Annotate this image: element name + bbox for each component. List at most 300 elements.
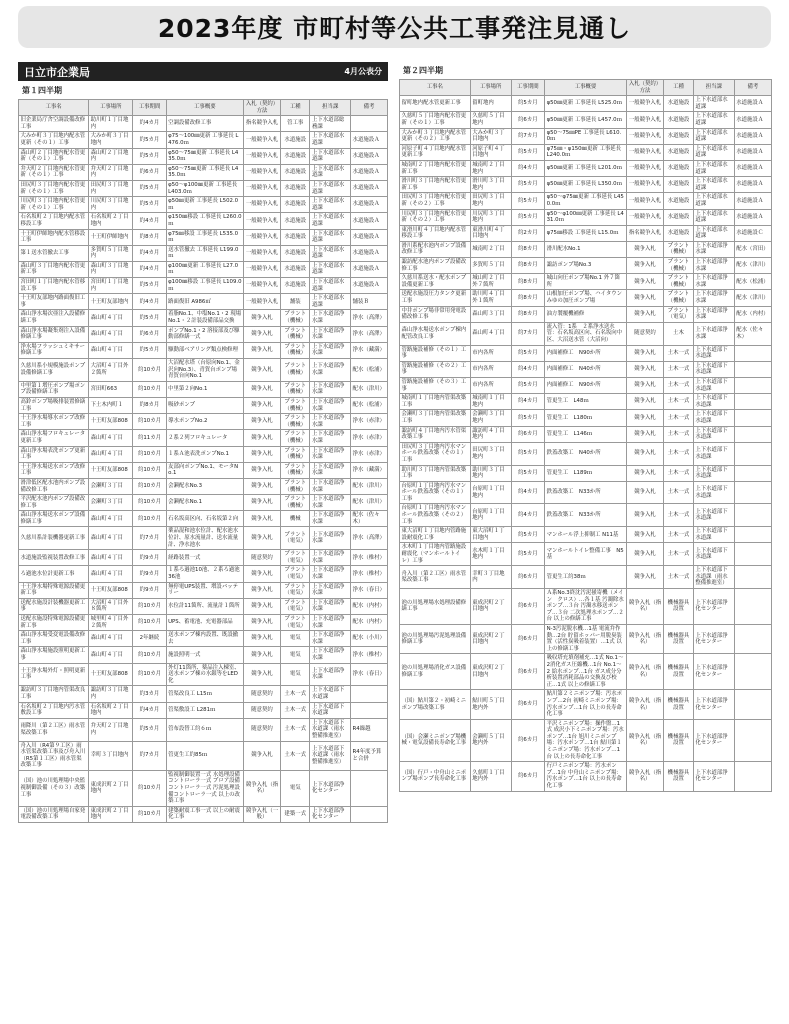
table-cell: プラント（電気） bbox=[664, 306, 694, 322]
table-cell: 約5カ月 bbox=[511, 345, 544, 361]
table-cell: 競争入札 bbox=[626, 274, 663, 290]
table-row bbox=[400, 241, 772, 257]
table-cell: 浄水（赤津） bbox=[351, 446, 388, 462]
table-cell bbox=[734, 504, 771, 527]
table-cell: 競争入札 bbox=[244, 414, 281, 430]
table-cell: 上下水道部下水道課 bbox=[693, 345, 734, 361]
table-row bbox=[400, 225, 772, 241]
table-cell: 配水（松浦） bbox=[351, 359, 388, 382]
table-cell: 約5カ月 bbox=[133, 148, 166, 164]
table-cell: 約4カ月 bbox=[133, 116, 166, 132]
table-cell: 上下水道部浄水課 bbox=[310, 478, 351, 494]
table-row bbox=[400, 258, 772, 274]
table-cell: 約5カ月 bbox=[511, 465, 544, 481]
table-cell: 中里第１増圧ポンプ場ポンプ設備修繕工事 bbox=[19, 381, 89, 397]
table-cell: 着脂No.1、中塩No.1・2 現場No.1・２計装設備部品交換 bbox=[166, 310, 243, 326]
table-cell: 台原町１丁目地内汚水マンホール鉄蓋改築（その２）工事 bbox=[400, 504, 471, 527]
table-cell: 約8カ月 bbox=[511, 290, 544, 306]
table-cell: 管更生工約85ｍ bbox=[166, 741, 243, 770]
table-cell: 競争入札 bbox=[244, 478, 281, 494]
table-row bbox=[19, 261, 388, 277]
table-cell: 約10カ月 bbox=[133, 647, 166, 663]
table-row bbox=[19, 663, 388, 686]
table-row bbox=[19, 213, 388, 229]
table-cell bbox=[734, 654, 771, 690]
page-title: 2023年度 市町村等公共工事発注見通し bbox=[157, 14, 632, 43]
table-cell bbox=[351, 116, 388, 132]
table-cell: 水道施設 bbox=[280, 132, 310, 148]
table-row bbox=[19, 702, 388, 718]
table-cell: 約10カ月 bbox=[133, 414, 166, 430]
table-cell: 水道施設 bbox=[280, 213, 310, 229]
table-cell: プラント（機械） bbox=[280, 430, 310, 446]
table-cell: 約4カ月 bbox=[511, 160, 544, 176]
table-cell: 水道施設Ａ bbox=[351, 180, 388, 196]
table-row bbox=[19, 430, 388, 446]
table-row bbox=[19, 229, 388, 245]
table-row bbox=[19, 446, 388, 462]
table-cell: 内面補修工 N90か所 bbox=[545, 345, 627, 361]
table-cell: 土木一式 bbox=[664, 566, 694, 589]
table-cell: 油方製覆機補修 bbox=[545, 306, 627, 322]
table-cell: 約6カ月 bbox=[511, 654, 544, 690]
table-cell: 中里第２向No.1 bbox=[166, 381, 243, 397]
table-row bbox=[19, 582, 388, 598]
q1-table bbox=[18, 99, 388, 823]
table-row bbox=[400, 193, 772, 209]
table-cell: 友部向ポンプNo.1、モータNo.1 bbox=[166, 462, 243, 478]
table-cell: 森山町２丁目地内配水管更新（その１）工事 bbox=[19, 148, 89, 164]
table-cell: 森山町４丁目 bbox=[89, 647, 133, 663]
table-cell: 東成沢町２丁目地内 bbox=[89, 806, 133, 822]
table-row bbox=[19, 397, 388, 413]
table-cell: 上下水道部浄水課 bbox=[310, 615, 351, 631]
table-row bbox=[19, 566, 388, 582]
table-cell: 十王町伊師地内配水管移設工事 bbox=[19, 229, 89, 245]
table-cell: 十王町友部808 bbox=[89, 462, 133, 478]
table-cell: 久慈町１丁目地内外 bbox=[470, 762, 511, 791]
table-header bbox=[400, 80, 772, 96]
column-header: 工種 bbox=[280, 100, 310, 116]
table-cell: 競争入札 bbox=[626, 394, 663, 410]
table-cell: 競争入札 bbox=[244, 615, 281, 631]
table-cell: 舟入川（R4第９工区）雨水管渠改築工事及び舟入川（R5第１工区）雨水管渠改築工事 bbox=[19, 741, 89, 770]
table-cell: 上下水道部下水道課 bbox=[693, 543, 734, 566]
table-row bbox=[400, 306, 772, 322]
table-cell: 上下水道部下水道課 bbox=[310, 686, 351, 702]
table-cell: 市内各所 bbox=[470, 377, 511, 393]
table-cell: 滑川町３丁目地内 bbox=[470, 177, 511, 193]
table-cell: 水道施設 bbox=[664, 209, 694, 225]
table-cell: φ50～75㎜更新 工事延長 L435.0ｍ bbox=[166, 164, 243, 180]
table-row bbox=[19, 180, 388, 196]
table-cell: 森山町３丁目 bbox=[470, 306, 511, 322]
table-cell: 川尻町３丁目地内 bbox=[470, 209, 511, 225]
table-cell: 十王浄水場送水ポンプ改修工事 bbox=[19, 462, 89, 478]
table-cell: 約5カ月 bbox=[133, 278, 166, 294]
table-cell: 約3カ月 bbox=[133, 686, 166, 702]
table-cell: 上下水道部浄水課 bbox=[310, 462, 351, 478]
table-cell: 一般競争入札 bbox=[244, 261, 281, 277]
column-header: 工事場所 bbox=[89, 100, 133, 116]
table-cell: 競争入札 bbox=[626, 258, 663, 274]
table-cell: 城南町１丁目地内 bbox=[470, 394, 511, 410]
table-cell: 約5カ月 bbox=[133, 310, 166, 326]
table-cell: φ50㎜更新 工事延長 L457.0ｍ bbox=[545, 112, 627, 128]
table-cell: 上下水道部水道課 bbox=[693, 177, 734, 193]
table-cell: 十王浄水場特殊電源設備更新工事 bbox=[19, 582, 89, 598]
table-cell bbox=[734, 345, 771, 361]
table-cell: 競争入札 bbox=[626, 504, 663, 527]
table-cell: R4年度予算と合併 bbox=[351, 741, 388, 770]
table-cell: 競争入札 bbox=[244, 342, 281, 358]
table-cell: 土木一式 bbox=[664, 504, 694, 527]
table-cell: 浄水（高澤） bbox=[351, 310, 388, 326]
table-cell bbox=[734, 762, 771, 791]
table-cell: 2年継続 bbox=[133, 631, 166, 647]
table-cell: 会瀬配水No.1 bbox=[166, 495, 243, 511]
table-cell: 一般競争入札 bbox=[244, 229, 281, 245]
table-cell: 上下水道部水道課 bbox=[310, 132, 351, 148]
table-cell: 配水（松浦） bbox=[351, 397, 388, 413]
table-cell: φ50㎜更新 工事延長 L350.0ｍ bbox=[545, 177, 627, 193]
table-cell: 会瀬町３丁目地内 bbox=[470, 410, 511, 426]
table-cell: 東成沢町２丁目地内 bbox=[470, 589, 511, 625]
table-cell: 森山町４丁目 bbox=[89, 310, 133, 326]
table-cell: 一般競争入札 bbox=[244, 245, 281, 261]
table-cell: 田尻町３丁目地内 bbox=[470, 193, 511, 209]
table-cell: 競争入札 bbox=[244, 566, 281, 582]
table-cell: 上下水道部浄水課 bbox=[693, 258, 734, 274]
table-cell: 電気 bbox=[280, 770, 310, 806]
table-cell: 山根加圧ポンプ場、ハイタウンみゆの加圧ポンプ場 bbox=[545, 290, 627, 306]
table-cell bbox=[734, 465, 771, 481]
table-cell: 十王浄水場外灯・照明更新工事 bbox=[19, 663, 89, 686]
table-cell: プラント（機械） bbox=[664, 290, 694, 306]
table-cell: 台原町１丁目地内 bbox=[470, 504, 511, 527]
table-cell: 諏訪配水池内ポンプ設備改修工事 bbox=[400, 258, 471, 274]
table-cell: 東成沢町２丁目地内 bbox=[89, 770, 133, 806]
table-cell: 電気 bbox=[280, 631, 310, 647]
table-cell: 十王町友部地内 bbox=[89, 294, 133, 310]
table-cell: 管路施設補修（その１）工事 bbox=[400, 345, 471, 361]
table-cell: 一般競争入札 bbox=[244, 213, 281, 229]
table-cell: 約9カ月 bbox=[133, 582, 166, 598]
table-row bbox=[19, 342, 388, 358]
table-cell: 上下水道部浄化センター bbox=[693, 589, 734, 625]
table-cell: 競争入札 bbox=[626, 290, 663, 306]
table-cell: 配水（内村） bbox=[351, 615, 388, 631]
table-cell: 森山町４丁目 bbox=[89, 631, 133, 647]
table-cell: 中井ポンプ場非常用発電設備改修工事 bbox=[400, 306, 471, 322]
table-row bbox=[19, 164, 388, 180]
table-cell: 田尻町３丁目地内配水管更新（その２）工事 bbox=[400, 193, 471, 209]
table-cell: 大みか町３丁目地内配水管更新（その１）工事 bbox=[19, 132, 89, 148]
table-cell: 森山浄水場送水ポンプ設備修繕工事 bbox=[19, 511, 89, 527]
table-cell: 水道施設 bbox=[280, 278, 310, 294]
table-cell: 約5カ月 bbox=[511, 377, 544, 393]
table-cell: 約4カ月 bbox=[133, 245, 166, 261]
table-row bbox=[19, 359, 388, 382]
q2-table bbox=[399, 79, 772, 792]
table-cell: φ50～φ100㎜更新 工事延長 L403.0ｍ bbox=[166, 180, 243, 196]
table-cell: 約10カ月 bbox=[133, 615, 166, 631]
table-cell: 土木一式 bbox=[664, 442, 694, 465]
table-cell: 諏訪町４丁目地内 bbox=[470, 426, 511, 442]
table-cell: 上下水道部水道課 bbox=[693, 144, 734, 160]
table-cell: 上下水道部浄水課 bbox=[310, 397, 351, 413]
table-row bbox=[400, 762, 772, 791]
table-cell: 第１送水管撤去工事 bbox=[19, 245, 89, 261]
table-cell: 上下水道部水道課 bbox=[310, 229, 351, 245]
table-cell: 薬品混和池水位計、配水池水位計、原水流量計、送水流量計、浄水池水 bbox=[166, 527, 243, 550]
table-cell: 配水（松浦） bbox=[734, 274, 771, 290]
table-cell: 上下水道部水道課 bbox=[693, 193, 734, 209]
table-cell: 競争入札 bbox=[244, 631, 281, 647]
table-cell: 会瀬町３丁目地内管渠改築工事 bbox=[400, 410, 471, 426]
column-header: 入札（契約）方法 bbox=[244, 100, 281, 116]
table-cell: 水道施設 bbox=[280, 197, 310, 213]
table-cell: 上下水道部浄水課 bbox=[693, 290, 734, 306]
table-cell: 助川町３丁目地内管渠改築工事 bbox=[400, 465, 471, 481]
table-cell: 水道施設Ａ bbox=[734, 128, 771, 144]
table-header bbox=[19, 100, 388, 116]
column-header: 備考 bbox=[734, 80, 771, 96]
table-cell bbox=[734, 566, 771, 589]
table-cell: 土木一式 bbox=[664, 465, 694, 481]
table-cell: 上下水道部浄水課 bbox=[693, 306, 734, 322]
column-header: 備考 bbox=[351, 100, 388, 116]
table-cell: 十王町友部808 bbox=[89, 582, 133, 598]
table-row bbox=[400, 566, 772, 589]
table-cell: 土木一式 bbox=[280, 702, 310, 718]
table-cell: 水木町１丁目地内管路施設耐震化（マンホールトイレ）工事 bbox=[400, 543, 471, 566]
table-cell: 内面補修工 N90か所 bbox=[545, 377, 627, 393]
table-row bbox=[400, 377, 772, 393]
table-cell: 多賀町５丁目地内 bbox=[89, 245, 133, 261]
table-cell: 競争入札 bbox=[626, 426, 663, 442]
table-cell: 水位計11箇所、流量計１箇所 bbox=[166, 598, 243, 614]
table-cell: 競争入札 bbox=[244, 741, 281, 770]
table-cell: 森山町４丁目 bbox=[89, 511, 133, 527]
table-cell: 上下水道部浄水課 bbox=[310, 359, 351, 382]
table-cell: 約6カ月 bbox=[511, 566, 544, 589]
table-cell: 約10カ月 bbox=[133, 663, 166, 686]
table-cell: 水道施設 bbox=[280, 245, 310, 261]
table-cell: 水道施設 bbox=[664, 96, 694, 112]
table-cell bbox=[734, 426, 771, 442]
table-cell: プラント（機械） bbox=[280, 397, 310, 413]
table-cell: 競争入札 bbox=[626, 566, 663, 589]
table-cell: 川尻町３丁目地内配水管更新（その１）工事 bbox=[19, 197, 89, 213]
table-cell: 配水（宮田） bbox=[734, 241, 771, 257]
table-cell: 上下水道部浄水課 bbox=[310, 527, 351, 550]
table-row bbox=[400, 426, 772, 442]
table-cell: 水道施設 bbox=[664, 160, 694, 176]
table-cell: 約10カ月 bbox=[133, 446, 166, 462]
table-row bbox=[400, 345, 772, 361]
table-cell: 石名坂町２丁目地内配水管移設工事 bbox=[19, 213, 89, 229]
table-cell: ２系２列フロキュレータ bbox=[166, 430, 243, 446]
table-cell: UPS、蓄電池、充電器部品 bbox=[166, 615, 243, 631]
table-cell: 上下水道部下水道課 bbox=[310, 702, 351, 718]
table-cell: 久慈川系送水・配水ポンプ設備更新工事 bbox=[400, 274, 471, 290]
table-cell: 鮎川町５丁目地内外 bbox=[470, 690, 511, 719]
table-cell: φ50～75㎜PE 工事延長 L610.0ｍ bbox=[545, 128, 627, 144]
table-row bbox=[400, 177, 772, 193]
table-cell: 約6カ月 bbox=[133, 164, 166, 180]
table-cell: 水道施設Ａ bbox=[734, 177, 771, 193]
table-cell: 石名坂町２丁目地内汚水管敷設工事 bbox=[19, 702, 89, 718]
table-cell: 機械 bbox=[280, 511, 310, 527]
table-cell: 上下水道部浄化センター bbox=[310, 770, 351, 806]
table-cell: 宮田町１丁目地内配水管移設工事 bbox=[19, 278, 89, 294]
table-cell: 助川町１丁目地内 bbox=[89, 116, 133, 132]
table-cell bbox=[734, 690, 771, 719]
table-row bbox=[19, 598, 388, 614]
table-cell: プラント（電気） bbox=[280, 582, 310, 598]
table-cell: 約10カ月 bbox=[133, 462, 166, 478]
table-cell: 競争入札 bbox=[244, 326, 281, 342]
table-cell: 土木一式 bbox=[664, 361, 694, 377]
table-cell: φ100㎜移設 工事延長 L109.0ｍ bbox=[166, 278, 243, 294]
table-cell: 約10カ月 bbox=[133, 511, 166, 527]
table-cell: 鮎川第２ミニポンプ場：汚水ポンプ…2台 初崎ミニポンプ場：汚水ポンプ…1台 以上の長寿命化工事 bbox=[545, 690, 627, 719]
table-cell: プラント（機械） bbox=[280, 478, 310, 494]
table-cell bbox=[734, 481, 771, 504]
table-cell: 石名坂町２丁目地内 bbox=[89, 213, 133, 229]
table-cell: プラント（電気） bbox=[280, 598, 310, 614]
table-cell: 上下水道部下水道課（雨水整備推進室） bbox=[693, 566, 734, 589]
table-cell: プラント（電気） bbox=[280, 527, 310, 550]
table-cell bbox=[734, 624, 771, 653]
table-cell: 外灯11箇所、薬品注入棟室、送水ポンプ棟の水銀等をLED化 bbox=[166, 663, 243, 686]
table-cell: 競争入札 bbox=[626, 410, 663, 426]
table-cell: φ150㎜移設 工事延長 L260.0ｍ bbox=[166, 213, 243, 229]
table-cell: 鉄蓋改築工 N33か所 bbox=[545, 504, 627, 527]
table-cell: 浄水（椎村） bbox=[351, 566, 388, 582]
table-cell: 駆動部ベアリング類点検修理 bbox=[166, 342, 243, 358]
table-cell: 一般競争入札 bbox=[626, 177, 663, 193]
table-cell: 約5カ月 bbox=[133, 132, 166, 148]
table-cell: 上下水道部水道課 bbox=[310, 180, 351, 196]
table-cell: 約8カ月 bbox=[511, 274, 544, 290]
table-cell: プラント（機械） bbox=[280, 462, 310, 478]
table-cell: 東成沢町２丁目地内 bbox=[470, 654, 511, 690]
table-row bbox=[400, 290, 772, 306]
table-cell: 競争入札（指名） bbox=[626, 624, 663, 653]
table-cell: 競争入札 bbox=[626, 543, 663, 566]
table-row bbox=[400, 144, 772, 160]
column-header: 工事場所 bbox=[470, 80, 511, 96]
table-cell: R4繰越 bbox=[351, 718, 388, 741]
table-cell: 流入管：1系 ２系浄水送水管：石名坂高区向、石名坂向中区、大沼送水管（大沼向） bbox=[545, 322, 627, 345]
table-cell: 約6カ月 bbox=[511, 624, 544, 653]
table-cell: 一般競争入札 bbox=[626, 144, 663, 160]
table-cell: 水道施設Ａ bbox=[351, 278, 388, 294]
table-cell: 上下水道部下水道課 bbox=[693, 481, 734, 504]
table-cell: 上下水道部下水道課 bbox=[693, 442, 734, 465]
table-cell: 監視制御装置一式 水処理設備コントローラ一式 プロア設備コントローラ一式 汚泥処理設備コントローラ一式 以上の改築工事 bbox=[166, 770, 243, 806]
table-cell: 送水管撤去 工事延長 L199.0ｍ bbox=[166, 245, 243, 261]
table-cell: 約5カ月 bbox=[133, 197, 166, 213]
table-cell: （国）会瀬ミニポンプ場機械・電気設備長寿命化工事 bbox=[400, 719, 471, 762]
table-cell: φ100㎜更新 工事延長 L27.0ｍ bbox=[166, 261, 243, 277]
table-cell: プラント（機械） bbox=[664, 241, 694, 257]
table-cell: 浄水（春日） bbox=[351, 582, 388, 598]
table-row bbox=[400, 527, 772, 543]
table-cell: 競争入札 bbox=[244, 462, 281, 478]
table-cell: 競争入札（指名） bbox=[626, 654, 663, 690]
table-cell: 水道施設Ｃ bbox=[734, 225, 771, 241]
table-cell: 一般競争入札 bbox=[244, 132, 281, 148]
table-cell: 競争入札 bbox=[244, 598, 281, 614]
table-cell: 上下水道部総務課 bbox=[310, 116, 351, 132]
table-cell: 城山町２丁目外７箇所 bbox=[470, 274, 511, 290]
table-cell: 上下水道部水道課 bbox=[693, 128, 734, 144]
table-cell: 舗装 bbox=[280, 294, 310, 310]
table-cell: 水道施設Ａ bbox=[351, 132, 388, 148]
table-cell bbox=[734, 442, 771, 465]
table-cell: 土木一式 bbox=[664, 410, 694, 426]
table-cell: 配水（津川） bbox=[734, 290, 771, 306]
table-cell: 約7カ月 bbox=[511, 322, 544, 345]
table-cell: 約7カ月 bbox=[511, 128, 544, 144]
column-header: 工事概要 bbox=[166, 100, 243, 116]
table-cell: 市内各所 bbox=[470, 345, 511, 361]
table-cell: 水道施設 bbox=[664, 128, 694, 144]
table-cell: 会瀬町５丁目地内外 bbox=[470, 719, 511, 762]
table-cell: 上下水道部水道課 bbox=[693, 209, 734, 225]
table-row bbox=[19, 718, 388, 741]
table-cell: 東滑川町４丁目地内配水管移設工事 bbox=[400, 225, 471, 241]
table-cell bbox=[734, 361, 771, 377]
table-cell: 上下水道部水道課 bbox=[310, 294, 351, 310]
table-row bbox=[19, 326, 388, 342]
table-cell: 水道施設 bbox=[280, 229, 310, 245]
table-cell: 競争入札 bbox=[244, 430, 281, 446]
table-cell: 約6カ月 bbox=[511, 426, 544, 442]
table-cell: 一般競争入札 bbox=[626, 128, 663, 144]
table-cell: 上下水道部下水道課 bbox=[693, 394, 734, 410]
table-cell: 留町地内 bbox=[470, 96, 511, 112]
table-cell: 城南町２丁目 bbox=[470, 241, 511, 257]
table-cell: 管更生工 L48ｍ bbox=[545, 394, 627, 410]
table-cell: 上下水道部水道課 bbox=[693, 112, 734, 128]
table-cell: 競争入札（指名） bbox=[626, 589, 663, 625]
table-row bbox=[19, 197, 388, 213]
table-cell: 森山浄水場送水ポンプ棟内配管改良工事 bbox=[400, 322, 471, 345]
table-cell: 久慈町５丁目地内 bbox=[470, 112, 511, 128]
table-cell: 諏訪ポンプ場No.3 bbox=[545, 258, 627, 274]
table-cell: 十王浄水場導水ポンプ改修工事 bbox=[19, 414, 89, 430]
table-cell: 諏訪町３丁目地内 bbox=[89, 686, 133, 702]
table-cell: 台原町１丁目地内 bbox=[470, 481, 511, 504]
table-row bbox=[400, 624, 772, 653]
table-cell: 会瀬町３丁目 bbox=[89, 495, 133, 511]
table-cell: プラント（機械） bbox=[280, 495, 310, 511]
table-cell: 鉄蓋改築工 N33か所 bbox=[545, 481, 627, 504]
table-cell: 上下水道部下水道課 bbox=[693, 377, 734, 393]
table-cell: 約5カ月 bbox=[511, 209, 544, 225]
table-cell: 城山向圧ポンプ場No.1 外７箇所 bbox=[545, 274, 627, 290]
table-cell: 上下水道部水道課 bbox=[693, 225, 734, 241]
table-cell: 森山浄水場表洗ポンプ更新工事 bbox=[19, 446, 89, 462]
table-cell: 浄水（藏満） bbox=[351, 462, 388, 478]
table-cell: 舟入川（第２工区）雨水管渠改築工事 bbox=[400, 566, 471, 589]
table-cell: 一般競争入札 bbox=[626, 209, 663, 225]
table-row bbox=[400, 654, 772, 690]
